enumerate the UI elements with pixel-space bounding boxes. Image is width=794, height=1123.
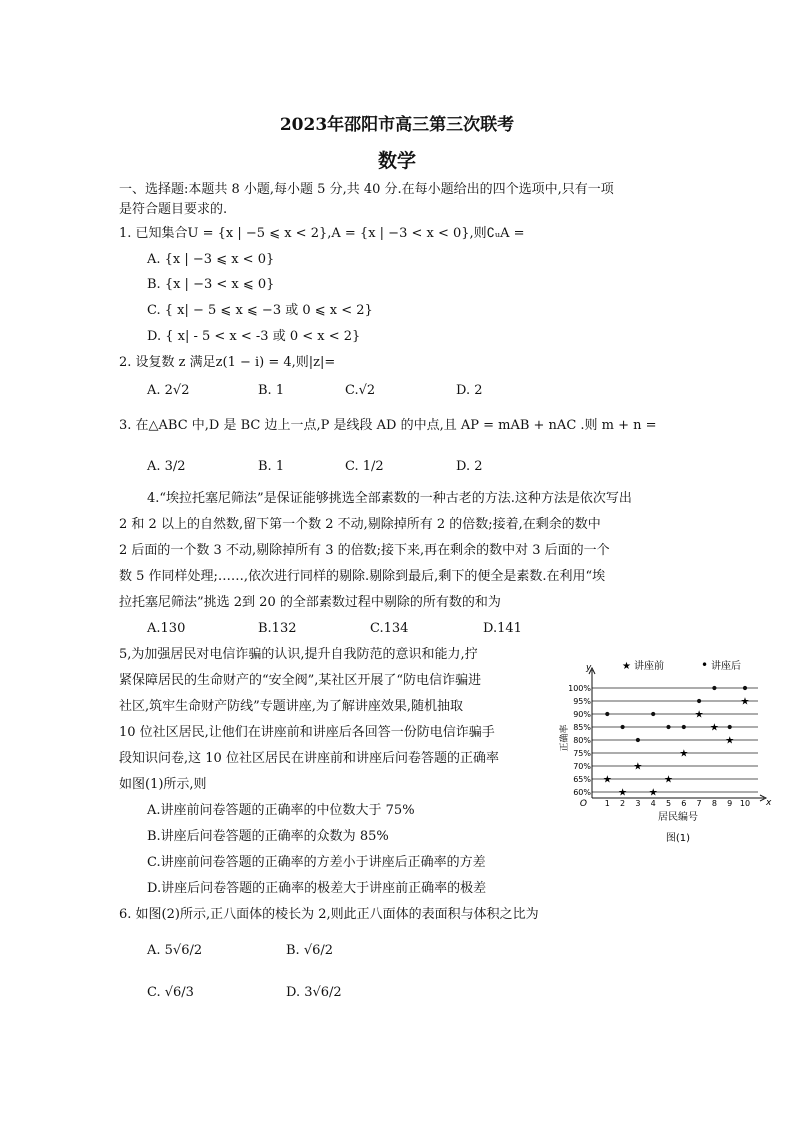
y-tick-label: 95%	[573, 697, 591, 706]
point-after-lecture	[728, 725, 732, 729]
q6-stem: 6. 如图(2)所示,正八面体的棱长为 2,则此正八面体的表面积与体积之比为	[119, 907, 539, 922]
point-before-lecture: ★	[740, 696, 750, 708]
point-after-lecture	[666, 725, 670, 729]
q4-option-d: D.141	[483, 621, 522, 636]
point-after-lecture	[651, 712, 655, 716]
q6-option-b: B. √6/2	[286, 943, 334, 958]
point-before-lecture: ★	[709, 722, 719, 734]
q2-option-b: B. 1	[258, 383, 285, 398]
chart-points	[603, 686, 750, 799]
y-tick-label: 90%	[573, 710, 591, 719]
chart-axes	[580, 663, 772, 809]
y-axis-letter: y	[586, 663, 592, 673]
x-tick-label: 5	[665, 799, 672, 808]
x-tick-label: 3	[635, 799, 641, 808]
q3-option-c: C. 1/2	[345, 459, 384, 474]
section1-line1: 一、选择题:本题共 8 小题,每小题 5 分,共 40 分.在每小题给出的四个选项中,只有一项	[119, 182, 614, 197]
x-tick-label: 4	[650, 799, 656, 808]
x-tick-label: 8	[711, 799, 717, 808]
point-after-lecture	[621, 725, 625, 729]
point-after-lecture	[682, 725, 686, 729]
x-tick-label: 9	[727, 799, 733, 808]
y-tick-labels	[568, 684, 591, 797]
legend-label-before: 讲座前	[634, 661, 664, 672]
legend-label-after: 讲座后	[711, 661, 741, 672]
point-before-lecture: ★	[618, 787, 628, 799]
q3-option-a: A. 3/2	[147, 459, 186, 474]
x-tick-labels	[605, 799, 750, 808]
exam-title: 2023年邵阳市高三第三次联考	[279, 115, 515, 135]
y-tick-label: 85%	[573, 723, 591, 732]
y-tick-label: 100%	[568, 684, 591, 693]
point-after-lecture	[712, 686, 716, 690]
x-tick-label: 2	[620, 799, 626, 808]
q4-line4: 数 5 作同样处理;……,依次进行同样的剔除.剔除到最后,剩下的便全是素数.在利用“埃	[119, 569, 606, 584]
x-axis-letter: x	[766, 798, 772, 808]
subject-title: 数学	[377, 150, 416, 172]
point-before-lecture: ★	[664, 774, 673, 786]
point-before-lecture: ★	[694, 709, 704, 721]
point-after-lecture	[605, 712, 609, 716]
point-after-lecture	[743, 686, 747, 690]
q5-option-d: D.讲座后问卷答题的正确率的极差大于讲座前正确率的极差	[147, 881, 487, 896]
q3-stem: 3. 在△ABC 中,D 是 BC 边上一点,P 是线段 AD 的中点,且 AP = mAB + nAC .则 m + n =	[119, 418, 657, 433]
q1-option-a: A. {x | −3 ⩽ x < 0}	[147, 252, 275, 267]
section1-line2: 是符合题目要求的.	[119, 202, 228, 217]
q6-option-a: A. 5√6/2	[147, 943, 203, 958]
y-axis-title: 正确率	[560, 724, 570, 752]
legend-marker-after: •	[701, 658, 709, 672]
y-tick-label: 80%	[573, 736, 591, 745]
q2-option-d: D. 2	[456, 383, 483, 398]
legend-marker-before: ★	[622, 661, 631, 672]
q4-line5: 拉托塞尼筛法”挑选 2到 20 的全部素数过程中剔除的所有数的和为	[119, 595, 501, 610]
x-tick-label: 1	[604, 799, 610, 808]
q4-option-a: A.130	[147, 621, 186, 636]
q1-option-c: C. { x| − 5 ⩽ x ⩽ −3 或 0 ⩽ x < 2}	[147, 303, 373, 318]
q5-option-a: A.讲座前问卷答题的正确率的中位数大于 75%	[147, 803, 415, 818]
x-tick-label: 7	[696, 799, 702, 808]
chart-legend	[622, 658, 741, 672]
x-tick-label: 6	[681, 799, 687, 808]
figure-caption: 图(1)	[665, 833, 691, 844]
q4-line1: 4.“埃拉托塞尼筛法”是保证能够挑选全部素数的一种古老的方法.这种方法是依次写出	[147, 491, 632, 506]
point-before-lecture: ★	[679, 748, 689, 760]
q3-option-d: D. 2	[456, 459, 483, 474]
point-after-lecture	[636, 738, 640, 742]
q5-line4: 10 位社区居民,让他们在讲座前和讲座后各回答一份防电信诈骗手	[119, 725, 495, 740]
q5-option-b: B.讲座后问卷答题的正确率的众数为 85%	[147, 829, 389, 844]
q4-line2: 2 和 2 以上的自然数,留下第一个数 2 不动,剔除掉所有 2 的倍数;接着,在剩余的数中	[119, 517, 601, 532]
q5-line2: 紧保障居民的生命财产的“安全阀”,某社区开展了“防电信诈骗进	[119, 673, 482, 688]
x-axis-title: 居民编号	[658, 812, 698, 823]
q5-line6: 如图(1)所示,则	[119, 777, 207, 792]
x-tick-label: 10	[739, 799, 751, 808]
q6-option-d: D. 3√6/2	[286, 985, 342, 1000]
q2-stem: 2. 设复数 z 满足z(1 − i) = 4,则|z|=	[119, 355, 336, 370]
point-before-lecture: ★	[725, 735, 735, 747]
q1-option-b: B. {x | −3 < x ⩽ 0}	[147, 277, 275, 292]
y-tick-label: 65%	[573, 775, 591, 784]
q5-line1: 5,为加强居民对电信诈骗的认识,提升自我防范的意识和能力,拧	[119, 647, 478, 662]
q1-option-d: D. { x| - 5 < x < -3 或 0 < x < 2}	[147, 329, 361, 344]
figure1-scatter-chart	[558, 648, 778, 848]
q5-line3: 社区,筑牢生命财产防线”专题讲座,为了解讲座效果,随机抽取	[119, 699, 464, 714]
q5-line5: 段知识问卷,这 10 位社区居民在讲座前和讲座后问卷答题的正确率	[119, 751, 499, 766]
point-before-lecture: ★	[602, 774, 612, 786]
q5-option-c: C.讲座前问卷答题的正确率的方差小于讲座后正确率的方差	[147, 855, 486, 870]
point-before-lecture: ★	[648, 787, 658, 799]
y-tick-label: 70%	[573, 762, 591, 771]
q1-stem: 1. 已知集合U = {x | −5 ⩽ x < 2},A = {x | −3 < x < 0},则∁ᵤA =	[119, 226, 525, 241]
q4-line3: 2 后面的一个数 3 不动,剔除掉所有 3 的倍数;接下来,再在剩余的数中对 3 后面的一个	[119, 543, 610, 558]
y-tick-label: 60%	[573, 788, 591, 797]
point-before-lecture: ★	[633, 761, 643, 773]
q2-option-a: A. 2√2	[147, 383, 190, 398]
q4-option-c: C.134	[370, 621, 409, 636]
q2-option-c: C.√2	[345, 383, 376, 398]
q6-option-c: C. √6/3	[147, 985, 194, 1000]
origin-label: O	[579, 799, 587, 809]
y-tick-label: 75%	[573, 749, 591, 758]
point-after-lecture	[697, 699, 701, 703]
q4-option-b: B.132	[258, 621, 297, 636]
q3-option-b: B. 1	[258, 459, 285, 474]
